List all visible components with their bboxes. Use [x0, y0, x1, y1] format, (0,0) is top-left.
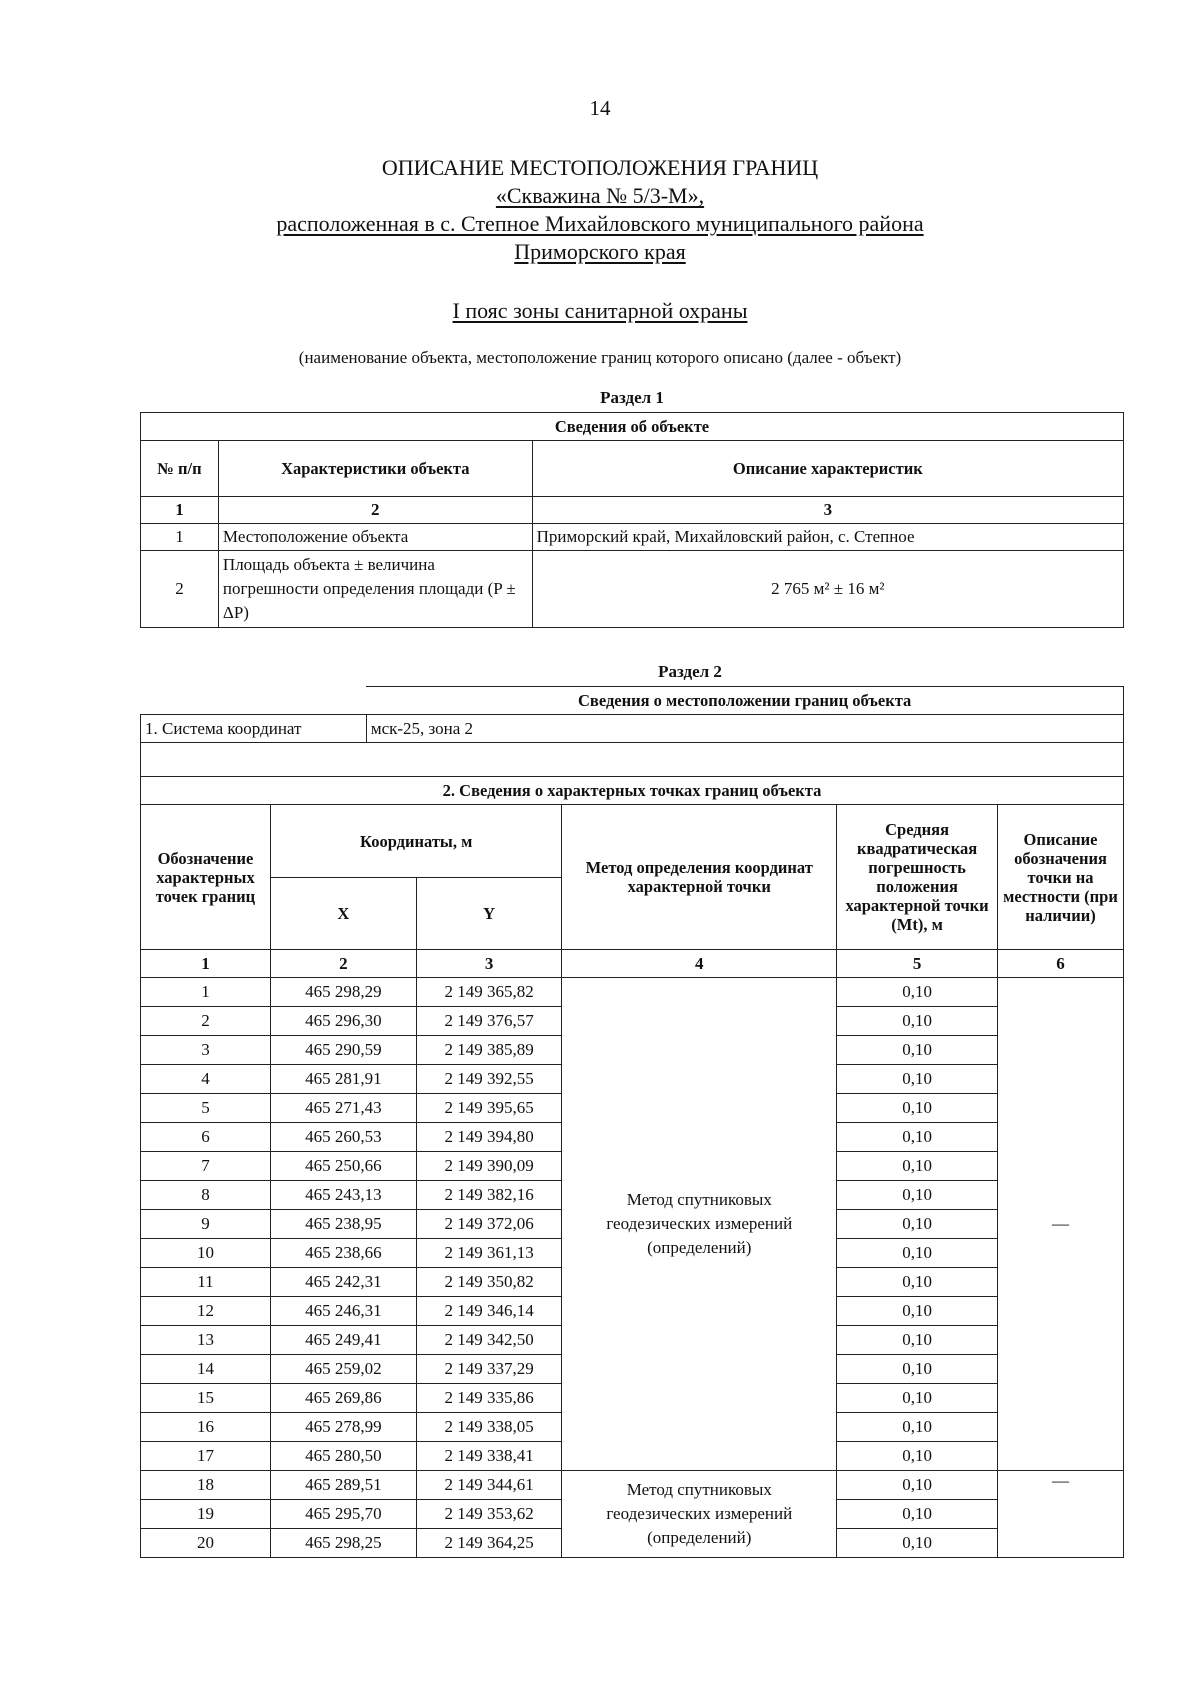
point-number: 9: [141, 1210, 271, 1239]
point-x: 465 242,31: [270, 1268, 416, 1297]
point-y: 2 149 350,82: [416, 1268, 562, 1297]
page-number: 14: [589, 96, 611, 120]
section2-caption: Сведения о местоположении границ объекта: [366, 687, 1123, 715]
col-number: 4: [562, 950, 837, 978]
point-error: 0,10: [837, 1065, 998, 1094]
point-y: 2 149 338,41: [416, 1442, 562, 1471]
coord-system-value: мск-25, зона 2: [366, 715, 1123, 743]
point-error: 0,10: [837, 1326, 998, 1355]
col-number: 2: [270, 950, 416, 978]
point-number: 7: [141, 1152, 271, 1181]
section1-table: [140, 412, 1124, 628]
col-number: 2: [218, 497, 532, 524]
point-number: 13: [141, 1326, 271, 1355]
point-x: 465 278,99: [270, 1413, 416, 1442]
point-x: 465 298,25: [270, 1529, 416, 1558]
points-table: [140, 776, 1124, 1558]
points-caption: 2. Сведения о характерных точках границ объекта: [141, 777, 1124, 805]
point-y: 2 149 394,80: [416, 1123, 562, 1152]
point-description: —: [998, 978, 1124, 1471]
point-number: 15: [141, 1384, 271, 1413]
point-number: 8: [141, 1181, 271, 1210]
title-line-1: ОПИСАНИЕ МЕСТОПОЛОЖЕНИЯ ГРАНИЦ: [381, 155, 819, 180]
section2-label: Раздел 2: [658, 662, 722, 681]
header-y: Y: [416, 878, 562, 950]
point-x: 465 250,66: [270, 1152, 416, 1181]
header-description: Описание характеристик: [532, 441, 1123, 497]
point-error: 0,10: [837, 1413, 998, 1442]
row-num: 2: [141, 551, 219, 628]
row-characteristic: Местоположение объекта: [218, 524, 532, 551]
point-error: 0,10: [837, 1268, 998, 1297]
point-x: 465 246,31: [270, 1297, 416, 1326]
header-x: X: [270, 878, 416, 950]
section2-header-table: [140, 686, 1124, 777]
point-y: 2 149 361,13: [416, 1239, 562, 1268]
col-number: 3: [416, 950, 562, 978]
point-x: 465 259,02: [270, 1355, 416, 1384]
point-y: 2 149 365,82: [416, 978, 562, 1007]
point-y: 2 149 364,25: [416, 1529, 562, 1558]
title-line-3: расположенная в с. Степное Михайловского муниципального района: [276, 211, 924, 236]
point-number: 4: [141, 1065, 271, 1094]
point-error: 0,10: [837, 1500, 998, 1529]
header-point: Обозначение характерных точек границ: [141, 805, 271, 950]
col-number: 6: [998, 950, 1124, 978]
point-error: 0,10: [837, 1181, 998, 1210]
point-error: 0,10: [837, 1471, 998, 1500]
point-error: 0,10: [837, 1529, 998, 1558]
point-error: 0,10: [837, 1239, 998, 1268]
point-x: 465 289,51: [270, 1471, 416, 1500]
col-number: 1: [141, 497, 219, 524]
point-description: —: [998, 1471, 1124, 1558]
point-y: 2 149 382,16: [416, 1181, 562, 1210]
point-number: 5: [141, 1094, 271, 1123]
point-error: 0,10: [837, 1210, 998, 1239]
point-number: 11: [141, 1268, 271, 1297]
row-description: 2 765 м² ± 16 м²: [532, 551, 1123, 628]
point-y: 2 149 337,29: [416, 1355, 562, 1384]
point-x: 465 280,50: [270, 1442, 416, 1471]
point-x: 465 295,70: [270, 1500, 416, 1529]
point-y: 2 149 376,57: [416, 1007, 562, 1036]
object-note: (наименование объекта, местоположение границ которого описано (далее - объект): [298, 348, 902, 367]
point-number: 6: [141, 1123, 271, 1152]
point-number: 1: [141, 978, 271, 1007]
point-number: 3: [141, 1036, 271, 1065]
point-x: 465 238,95: [270, 1210, 416, 1239]
header-num: № п/п: [141, 441, 219, 497]
point-y: 2 149 392,55: [416, 1065, 562, 1094]
point-y: 2 149 372,06: [416, 1210, 562, 1239]
title-line-4: Приморского края: [514, 239, 686, 264]
table-row: [141, 524, 1124, 551]
blank-row: [141, 743, 1124, 777]
point-y: 2 149 353,62: [416, 1500, 562, 1529]
point-x: 465 296,30: [270, 1007, 416, 1036]
point-x: 465 298,29: [270, 978, 416, 1007]
section1-label: Раздел 1: [600, 388, 664, 407]
point-error: 0,10: [837, 1123, 998, 1152]
header-coords: Координаты, м: [270, 805, 562, 878]
table-row: [141, 1471, 1124, 1500]
point-number: 2: [141, 1007, 271, 1036]
point-x: 465 281,91: [270, 1065, 416, 1094]
point-error: 0,10: [837, 1442, 998, 1471]
point-error: 0,10: [837, 1007, 998, 1036]
point-y: 2 149 344,61: [416, 1471, 562, 1500]
col-number: 5: [837, 950, 998, 978]
point-error: 0,10: [837, 1355, 998, 1384]
point-y: 2 149 390,09: [416, 1152, 562, 1181]
point-x: 465 243,13: [270, 1181, 416, 1210]
col-number: 3: [532, 497, 1123, 524]
point-y: 2 149 335,86: [416, 1384, 562, 1413]
point-number: 12: [141, 1297, 271, 1326]
point-y: 2 149 395,65: [416, 1094, 562, 1123]
row-characteristic: Площадь объекта ± величина погрешности определения площади (P ± ΔP): [218, 551, 532, 628]
point-error: 0,10: [837, 978, 998, 1007]
point-method: Метод спутниковых геодезических измерений (определений): [562, 978, 837, 1471]
coord-system-label: 1. Система координат: [141, 715, 367, 743]
header-method: Метод определения координат характерной точки: [562, 805, 837, 950]
point-error: 0,10: [837, 1384, 998, 1413]
point-error: 0,10: [837, 1094, 998, 1123]
table-row: [141, 978, 1124, 1007]
table-row: [141, 551, 1124, 628]
points-body: [141, 978, 1124, 1558]
row-num: 1: [141, 524, 219, 551]
point-number: 20: [141, 1529, 271, 1558]
title-line-2: «Скважина № 5/3-М»,: [495, 183, 705, 208]
zone-title: I пояс зоны санитарной охраны: [452, 298, 748, 323]
point-error: 0,10: [837, 1036, 998, 1065]
header-error: Средняя квадратическая погрешность положения характерной точки (Mt), м: [837, 805, 998, 950]
header-characteristic: Характеристики объекта: [218, 441, 532, 497]
point-y: 2 149 385,89: [416, 1036, 562, 1065]
row-description: Приморский край, Михайловский район, с. Степное: [532, 524, 1123, 551]
point-y: 2 149 346,14: [416, 1297, 562, 1326]
point-x: 465 249,41: [270, 1326, 416, 1355]
point-number: 17: [141, 1442, 271, 1471]
point-y: 2 149 342,50: [416, 1326, 562, 1355]
col-number: 1: [141, 950, 271, 978]
point-x: 465 269,86: [270, 1384, 416, 1413]
point-y: 2 149 338,05: [416, 1413, 562, 1442]
point-error: 0,10: [837, 1152, 998, 1181]
point-method: Метод спутниковых геодезических измерений (определений): [562, 1471, 837, 1558]
point-x: 465 271,43: [270, 1094, 416, 1123]
document-title: [0, 154, 1200, 266]
point-number: 19: [141, 1500, 271, 1529]
point-number: 10: [141, 1239, 271, 1268]
point-x: 465 260,53: [270, 1123, 416, 1152]
point-x: 465 290,59: [270, 1036, 416, 1065]
point-number: 18: [141, 1471, 271, 1500]
point-number: 14: [141, 1355, 271, 1384]
point-number: 16: [141, 1413, 271, 1442]
point-x: 465 238,66: [270, 1239, 416, 1268]
point-error: 0,10: [837, 1297, 998, 1326]
section1-caption: Сведения об объекте: [141, 413, 1124, 441]
header-point-description: Описание обозначения точки на местности (при наличии): [998, 805, 1124, 950]
